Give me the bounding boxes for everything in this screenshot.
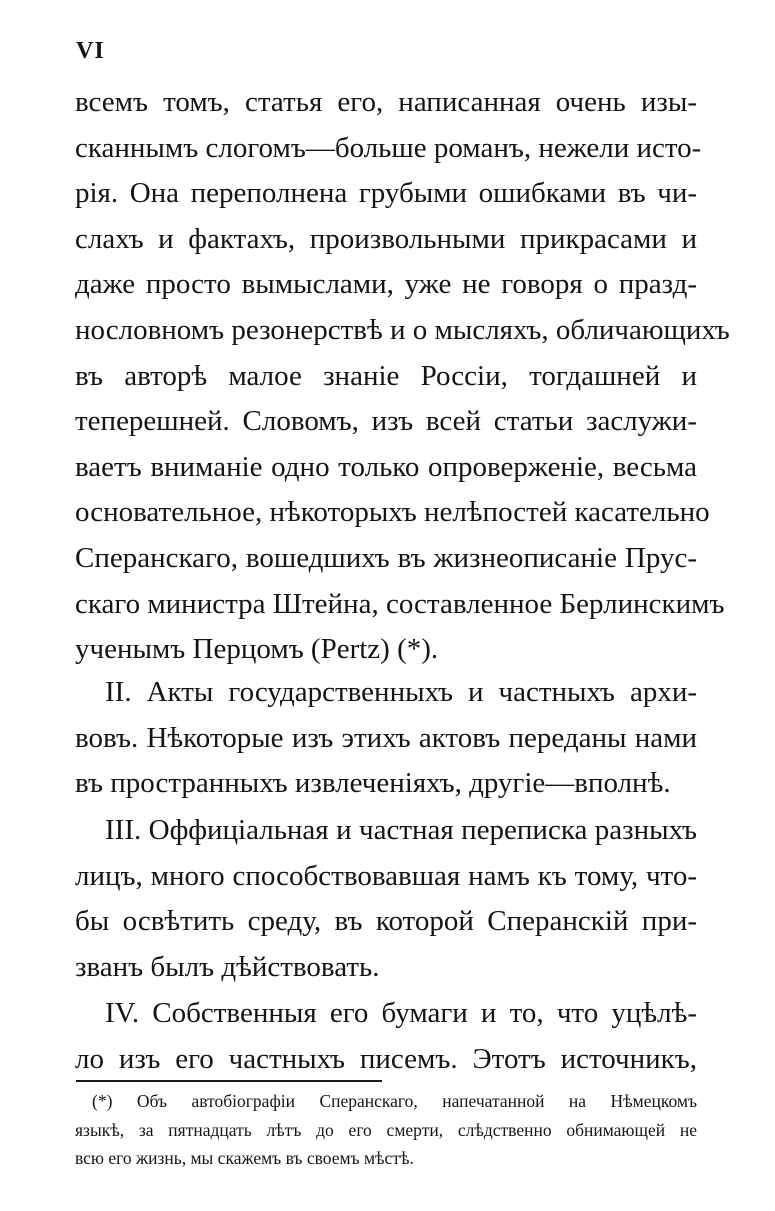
text-line: нословномъ резонерствѣ и о мысляхъ, обличающихъ xyxy=(75,313,730,346)
text-line: IV. Собственныя его бумаги и то, что уцѣлѣ- xyxy=(105,997,697,1029)
footnote-line: языкѣ, за пятнадцать лѣтъ до его смерти, слѣдственно обнимающей не xyxy=(75,1119,697,1140)
text-line: рія. Она переполнена грубыми ошибками въ чи- xyxy=(75,177,697,210)
text-line: даже просто вымыслами, уже не говоря о празд- xyxy=(75,268,697,301)
text-line: Сперанскаго, вошедшихъ въ жизнеописаніе Прус- xyxy=(75,541,697,574)
text-line: слахъ и фактахъ, произвольными прикрасами и xyxy=(75,222,697,255)
footnote-divider xyxy=(76,1080,382,1082)
paragraph-2-state-archives xyxy=(75,670,697,807)
text-line: скаго министра Штейна, составленное Берлинскимъ xyxy=(75,587,725,620)
footnote xyxy=(75,1087,697,1173)
text-line: III. Оффиціальная и частная переписка разныхъ xyxy=(105,814,697,846)
text-line: въ авторѣ малое знаніе Россіи, тогдашней и xyxy=(75,359,697,392)
text-line: основательное, нѣкоторыхъ нелѣпостей касательно xyxy=(75,496,710,529)
text-line: лицъ, много способствовавшая намъ къ тому, что- xyxy=(75,859,697,892)
footnote-line: (*) Объ автобіографіи Сперанскаго, напечатанной на Нѣмецкомъ xyxy=(92,1091,697,1111)
text-line: ваетъ вниманіе одно только опроверженіе, весьма xyxy=(75,450,697,483)
text-line: званъ былъ дѣйствовать. xyxy=(75,950,380,983)
text-line: бы освѣтить среду, въ которой Сперанскій при- xyxy=(75,905,697,938)
text-line: теперешней. Словомъ, изъ всей статьи заслужи- xyxy=(75,405,697,438)
paragraph-4-own-papers xyxy=(75,991,697,1082)
text-line: всемъ томъ, статья его, написанная очень изы- xyxy=(75,86,697,118)
paragraph-1 xyxy=(75,80,730,673)
text-line: вовъ. Нѣкоторые изъ этихъ актовъ переданы нами xyxy=(75,721,697,754)
text-line: ло изъ его частныхъ писемъ. Этотъ источникъ, xyxy=(75,1042,697,1075)
footnote-line: всю его жизнь, мы скажемъ въ своемъ мѣстѣ. xyxy=(75,1148,414,1168)
text-line: ученымъ Перцомъ (Pertz) (*). xyxy=(75,633,439,666)
page-number: VI xyxy=(76,38,105,64)
text-line: сканнымъ слогомъ—больше романъ, нежели исто- xyxy=(75,131,702,164)
text-line: II. Акты государственныхъ и частныхъ архи- xyxy=(105,676,697,708)
paragraph-3-correspondence xyxy=(75,808,697,990)
text-line: въ пространныхъ извлеченіяхъ, другіе—вполнѣ. xyxy=(75,767,671,800)
